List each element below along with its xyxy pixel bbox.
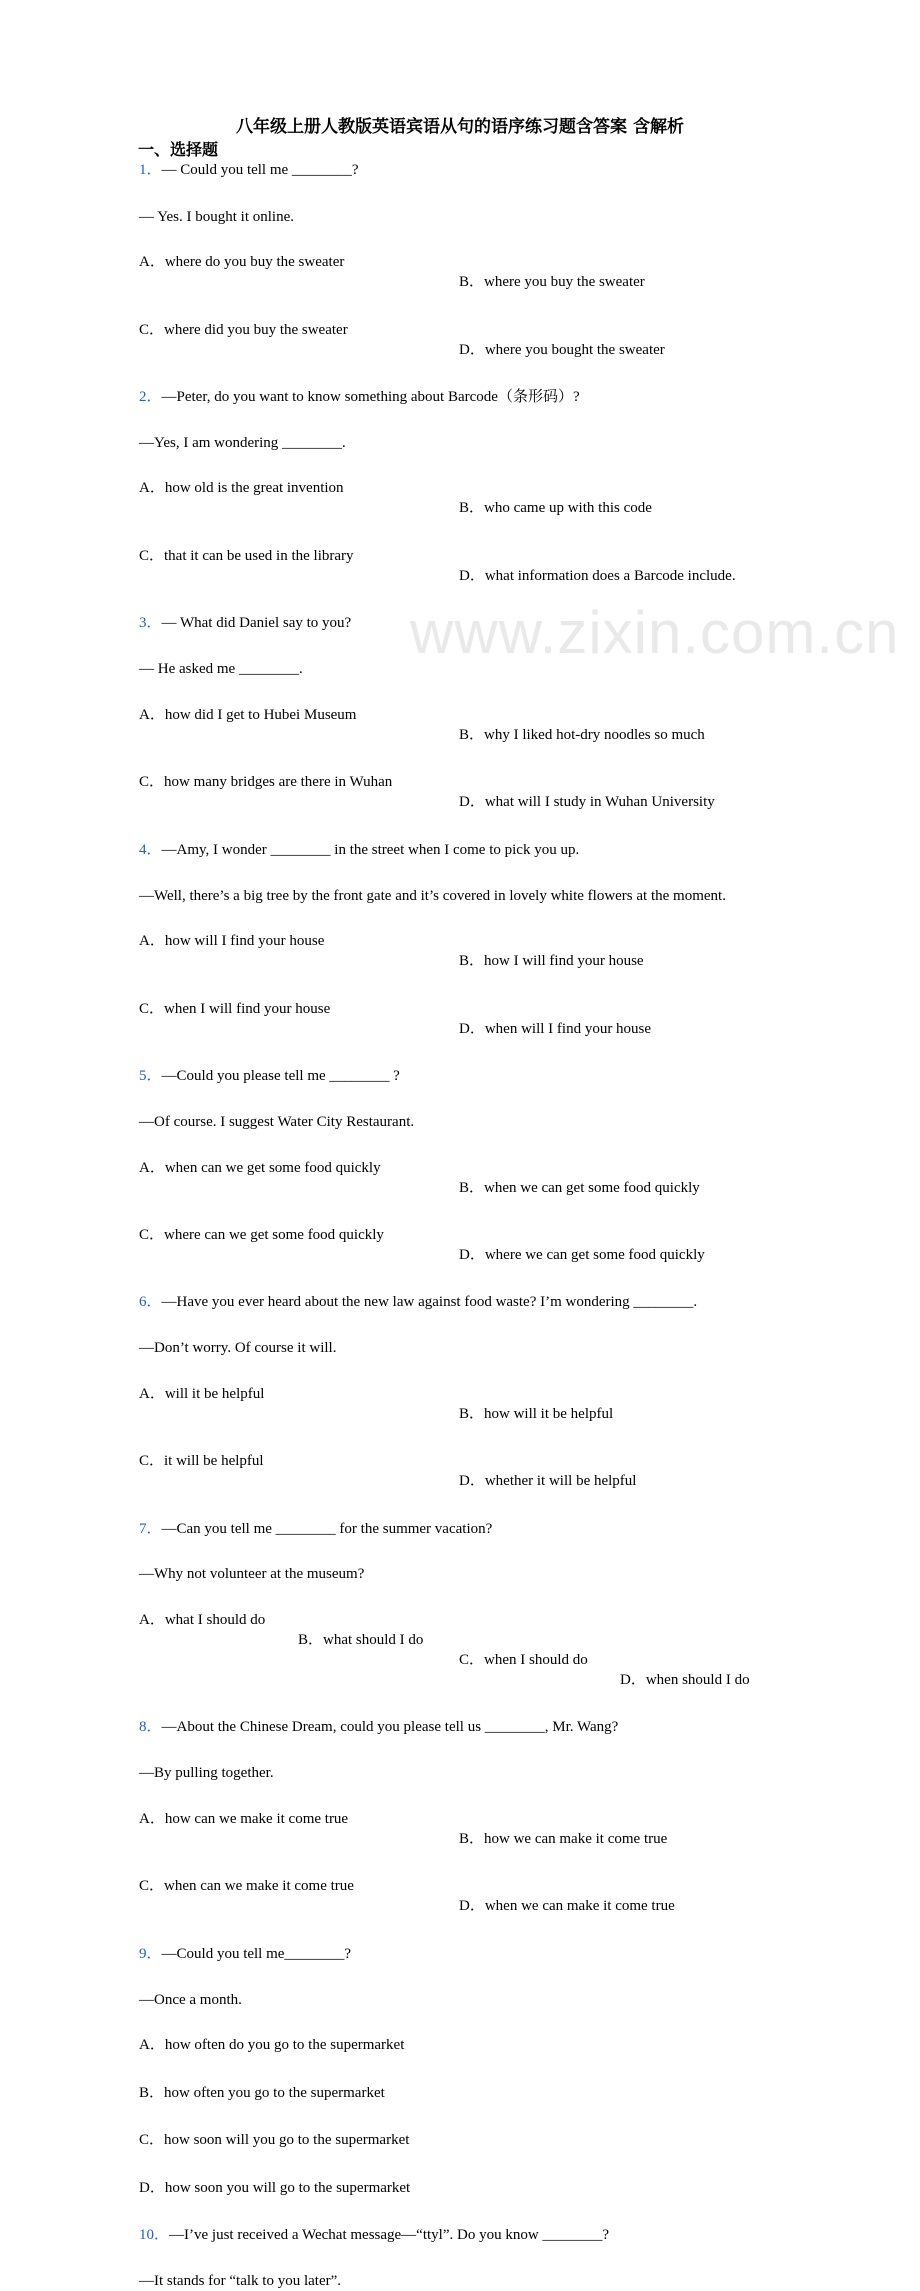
question-10-stem — [139, 2225, 920, 2245]
q1-option-a[interactable]: A．where do you buy the sweater — [139, 254, 345, 270]
watermark: www.zixin.com.cn — [410, 599, 900, 666]
question-number: 5． — [139, 1068, 162, 1084]
question-number: 7． — [139, 1521, 162, 1537]
q8-option-b[interactable]: B．how we can make it come true — [459, 1831, 668, 1847]
q1-option-b[interactable]: B．where you buy the sweater — [459, 274, 645, 290]
q2-option-c[interactable]: C．that it can be used in the library — [139, 548, 354, 564]
question-4-stem — [139, 840, 920, 860]
q3-option-a[interactable]: A．how did I get to Hubei Museum — [139, 707, 357, 723]
question-text: —Can you tell me ________ for the summer vacation? — [161, 1521, 493, 1537]
section-heading: 一、选择题 — [138, 140, 219, 159]
question-number: 6． — [139, 1294, 162, 1310]
question-6-stem — [139, 1292, 920, 1312]
question-text: —Amy, I wonder ________ in the street when I come to pick you up. — [161, 842, 580, 858]
question-8-stem — [139, 1717, 920, 1737]
question-7-reply: —Why not volunteer at the museum? — [139, 1566, 365, 1582]
q2-option-d[interactable]: D．what information does a Barcode include. — [459, 568, 736, 584]
question-1-reply: — Yes. I bought it online. — [139, 209, 295, 225]
question-number: 10． — [139, 2227, 170, 2243]
q7-option-b[interactable]: B．what should I do — [298, 1632, 424, 1648]
q8-option-c[interactable]: C．when can we make it come true — [139, 1878, 354, 1894]
question-number: 9． — [139, 1946, 162, 1962]
question-text: —Have you ever heard about the new law against food waste? I’m wondering ________. — [161, 1294, 698, 1310]
question-3-reply: — He asked me ________. — [139, 661, 303, 677]
q9-option-b[interactable]: B．how often you go to the supermarket — [139, 2085, 385, 2101]
question-text: — Could you tell me ________? — [161, 162, 359, 178]
q4-option-d[interactable]: D．when will I find your house — [459, 1021, 652, 1037]
q6-option-a[interactable]: A．will it be helpful — [139, 1386, 265, 1402]
question-3-stem — [139, 613, 920, 633]
q4-option-c[interactable]: C．when I will find your house — [139, 1001, 331, 1017]
q8-option-a[interactable]: A．how can we make it come true — [139, 1811, 349, 1827]
question-9-stem — [139, 1944, 920, 1964]
question-9-reply: —Once a month. — [139, 1992, 242, 2008]
question-text: —Could you please tell me ________ ? — [161, 1068, 400, 1084]
q4-option-a[interactable]: A．how will I find your house — [139, 933, 325, 949]
question-5-reply: —Of course. I suggest Water City Restaurant. — [139, 1114, 415, 1130]
q9-option-a[interactable]: A．how often do you go to the supermarket — [139, 2037, 405, 2053]
q3-option-c[interactable]: C．how many bridges are there in Wuhan — [139, 774, 393, 790]
question-text: —About the Chinese Dream, could you please tell us ________, Mr. Wang? — [161, 1719, 619, 1735]
question-10-reply: —It stands for “talk to you later”. — [139, 2273, 342, 2289]
q2-option-b[interactable]: B．who came up with this code — [459, 500, 652, 516]
question-number: 4． — [139, 842, 162, 858]
q3-option-d[interactable]: D．what will I study in Wuhan University — [459, 794, 715, 810]
q8-option-d[interactable]: D．when we can make it come true — [459, 1898, 675, 1914]
question-number: 3． — [139, 615, 162, 631]
question-7-stem — [139, 1519, 920, 1539]
question-1-stem — [139, 160, 920, 180]
q5-option-b[interactable]: B．when we can get some food quickly — [459, 1180, 700, 1196]
q5-option-c[interactable]: C．where can we get some food quickly — [139, 1227, 384, 1243]
question-5-stem — [139, 1066, 920, 1086]
q7-option-d[interactable]: D．when should I do — [620, 1672, 750, 1688]
q6-option-c[interactable]: C．it will be helpful — [139, 1453, 264, 1469]
page-title: 八年级上册人教版英语宾语从句的语序练习题含答案 含解析 — [236, 117, 684, 137]
question-number: 1． — [139, 162, 162, 178]
question-4-reply: —Well, there’s a big tree by the front gate and it’s covered in lovely white flowers at the moment. — [139, 888, 726, 904]
q9-option-c[interactable]: C．how soon will you go to the supermarket — [139, 2132, 410, 2148]
q9-option-d[interactable]: D．how soon you will go to the supermarket — [139, 2180, 411, 2196]
question-8-reply: —By pulling together. — [139, 1765, 274, 1781]
question-2-reply: —Yes, I am wondering ________. — [139, 435, 346, 451]
question-text: — What did Daniel say to you? — [161, 615, 352, 631]
question-text: —Peter, do you want to know something about Barcode（条形码）? — [161, 389, 580, 405]
q6-option-b[interactable]: B．how will it be helpful — [459, 1406, 614, 1422]
question-number: 8． — [139, 1719, 162, 1735]
question-2-stem — [139, 387, 920, 407]
q5-option-a[interactable]: A．when can we get some food quickly — [139, 1160, 381, 1176]
question-6-reply: —Don’t worry. Of course it will. — [139, 1340, 337, 1356]
q1-option-c[interactable]: C．where did you buy the sweater — [139, 322, 348, 338]
q2-option-a[interactable]: A．how old is the great invention — [139, 480, 344, 496]
q5-option-d[interactable]: D．where we can get some food quickly — [459, 1247, 705, 1263]
q4-option-b[interactable]: B．how I will find your house — [459, 953, 644, 969]
q6-option-d[interactable]: D．whether it will be helpful — [459, 1473, 637, 1489]
question-text: —I’ve just received a Wechat message—“ttyl”. Do you know ________? — [169, 2227, 610, 2243]
question-number: 2． — [139, 389, 162, 405]
q7-option-a[interactable]: A．what I should do — [139, 1612, 266, 1628]
q1-option-d[interactable]: D．where you bought the sweater — [459, 342, 665, 358]
question-text: —Could you tell me________? — [161, 1946, 352, 1962]
q7-option-c[interactable]: C．when I should do — [459, 1652, 588, 1668]
q3-option-b[interactable]: B．why I liked hot-dry noodles so much — [459, 727, 705, 743]
